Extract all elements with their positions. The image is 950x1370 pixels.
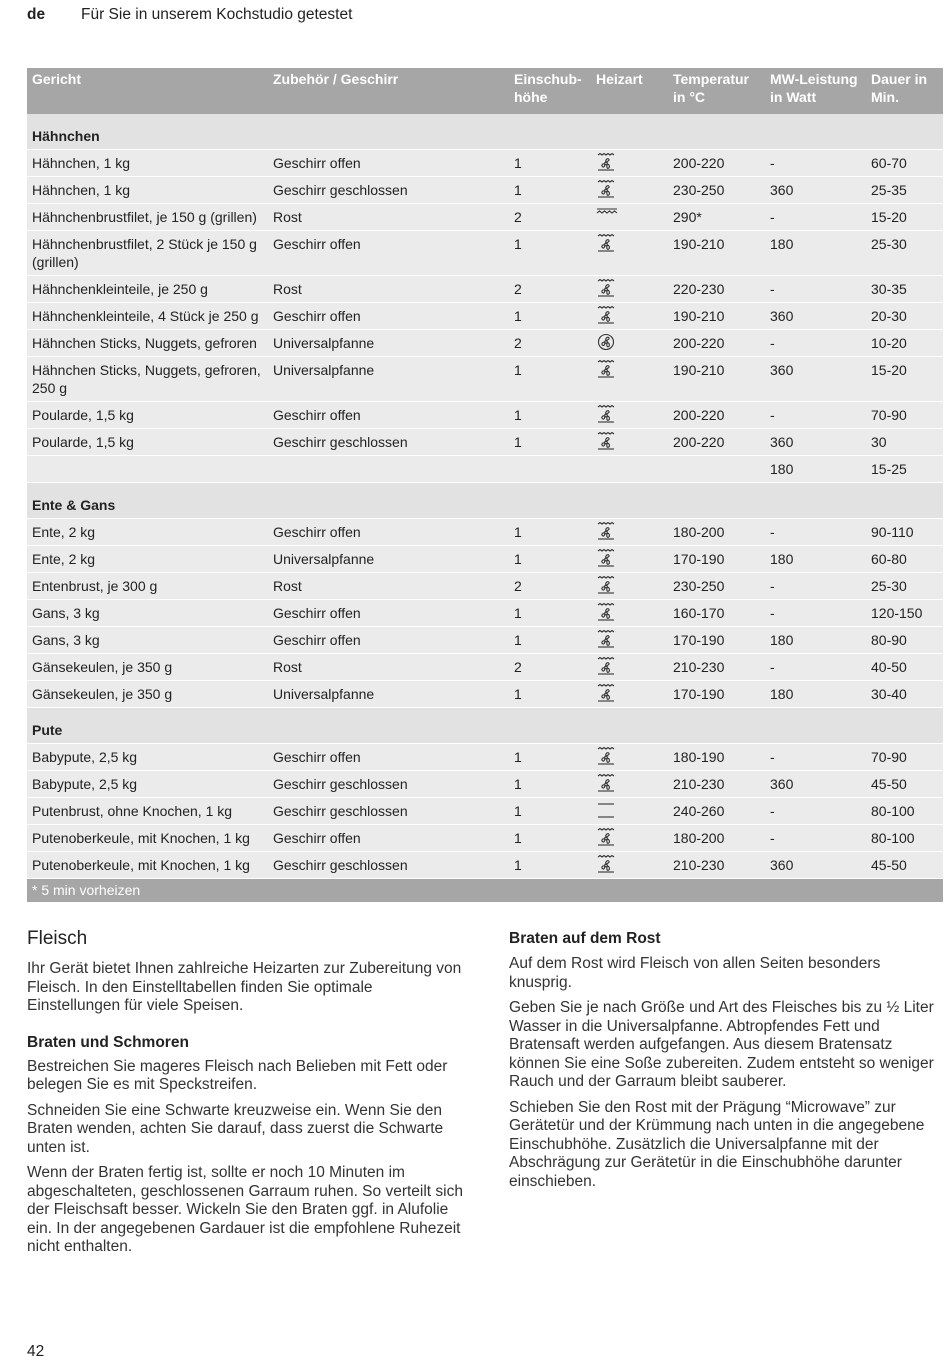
cell-dish: Poularde, 1,5 kg (27, 402, 268, 429)
cell-acc: Geschirr offen (268, 303, 509, 330)
cell-dur: 25-30 (866, 573, 943, 600)
cell-mw: - (765, 825, 866, 852)
cell-dish: Hähnchenbrustfilet, 2 Stück je 150 g (grillen) (27, 231, 268, 276)
cell-dish: Gänsekeulen, je 350 g (27, 681, 268, 708)
col-header-temp: Temperatur in °C (668, 68, 765, 114)
cell-dur: 70-90 (866, 744, 943, 771)
top-bottom-heat-icon (591, 798, 668, 825)
cell-mw: 360 (765, 177, 866, 204)
cell-level: 1 (509, 429, 591, 456)
table-row (27, 852, 943, 879)
cell-acc (268, 456, 509, 483)
table-row (27, 573, 943, 600)
cell-mw: 360 (765, 303, 866, 330)
table-row (27, 654, 943, 681)
cell-level: 1 (509, 600, 591, 627)
cell-dish: Hähnchen Sticks, Nuggets, gefroren (27, 330, 268, 357)
cell-dur: 30-40 (866, 681, 943, 708)
cell-mw: 360 (765, 357, 866, 402)
section-heading: Fleisch (27, 928, 88, 949)
cell-level (509, 456, 591, 483)
table-row (27, 771, 943, 798)
cell-acc: Universalpfanne (268, 546, 509, 573)
cell-temp: 240-260 (668, 798, 765, 825)
cell-dish: Gans, 3 kg (27, 600, 268, 627)
col-header-level: Einschub- höhe (509, 68, 591, 114)
cell-mw: 180 (765, 456, 866, 483)
cell-temp: 190-210 (668, 303, 765, 330)
fan-grill-icon (591, 825, 668, 852)
cell-acc: Geschirr offen (268, 825, 509, 852)
section-title: Für Sie in unserem Kochstudio getestet (81, 6, 353, 23)
table-row (27, 357, 943, 402)
cell-dish: Babypute, 2,5 kg (27, 744, 268, 771)
cell-mw: 360 (765, 852, 866, 879)
paragraph: Geben Sie je nach Größe und Art des Fleisches bis zu ½ Liter Wasser in die Universalpfanne. Abtropfendes Fett und Bratensaft werden aufgefangen. Aus diesem Bratensatz können Sie eine Soße zubereiten. Zudem entsteht so weniger Rauch und der Garraum bleibt sauberer. (509, 999, 934, 1090)
cell-temp: 200-220 (668, 150, 765, 177)
hot-air-icon (591, 330, 668, 357)
paragraph: Bestreichen Sie mageres Fleisch nach Belieben mit Fett oder belegen Sie es mit Speckstreifen. (27, 1057, 448, 1093)
table-row (27, 825, 943, 852)
cell-mw: - (765, 600, 866, 627)
cell-mw: - (765, 276, 866, 303)
cell-acc: Rost (268, 276, 509, 303)
cell-dish: Hähnchenkleinteile, 4 Stück je 250 g (27, 303, 268, 330)
cell-level: 1 (509, 402, 591, 429)
table-row (27, 546, 943, 573)
cell-temp: 160-170 (668, 600, 765, 627)
fan-grill-icon (591, 402, 668, 429)
left-column (27, 928, 467, 1264)
col-header-dish: Gericht (27, 68, 268, 114)
page-number: 42 (27, 1343, 45, 1360)
cell-level: 1 (509, 357, 591, 402)
cell-level: 2 (509, 276, 591, 303)
cell-temp: 230-250 (668, 177, 765, 204)
table-row (27, 798, 943, 825)
cell-dish: Gans, 3 kg (27, 627, 268, 654)
cell-temp: 210-230 (668, 852, 765, 879)
cell-dish: Putenoberkeule, mit Knochen, 1 kg (27, 825, 268, 852)
heat-mode-cell (591, 456, 668, 483)
subheading-braten-schmoren: Braten und Schmoren (27, 1033, 189, 1051)
cell-mw: 180 (765, 681, 866, 708)
cell-temp: 180-200 (668, 519, 765, 546)
cell-acc: Universalpfanne (268, 681, 509, 708)
group-title: Pute (27, 708, 943, 744)
cell-dish: Poularde, 1,5 kg (27, 429, 268, 456)
cell-dur: 45-50 (866, 771, 943, 798)
cell-mw: - (765, 402, 866, 429)
cell-dur: 25-30 (866, 231, 943, 276)
cell-mw: 360 (765, 429, 866, 456)
cell-temp: 180-190 (668, 744, 765, 771)
cell-temp: 170-190 (668, 681, 765, 708)
table-row (27, 600, 943, 627)
col-header-heat: Heizart (591, 68, 668, 114)
cell-level: 2 (509, 204, 591, 231)
cell-acc: Geschirr offen (268, 519, 509, 546)
fan-grill-icon (591, 573, 668, 600)
cell-mw: - (765, 798, 866, 825)
cell-acc: Geschirr geschlossen (268, 429, 509, 456)
cell-dish: Hähnchenkleinteile, je 250 g (27, 276, 268, 303)
table-row (27, 429, 943, 456)
fan-grill-icon (591, 627, 668, 654)
cell-level: 1 (509, 303, 591, 330)
table-row (27, 627, 943, 654)
cell-acc: Geschirr offen (268, 744, 509, 771)
cell-dur: 40-50 (866, 654, 943, 681)
paragraph: Wenn der Braten fertig ist, sollte er noch 10 Minuten im abgeschalteten, geschlossenen Garraum ruhen. So verteilt sich der Fleischsaft besser. Wickeln Sie den Braten ggf. in Alufolie ein. In der angegebenen Gardauer ist die empfohlene Ruhezeit nicht enthalten. (27, 1164, 463, 1255)
cell-dur: 60-80 (866, 546, 943, 573)
cell-level: 1 (509, 852, 591, 879)
cell-temp: 290* (668, 204, 765, 231)
cell-dur: 30-35 (866, 276, 943, 303)
group-header-row (27, 483, 943, 519)
cell-acc: Rost (268, 204, 509, 231)
fan-grill-icon (591, 546, 668, 573)
cell-level: 1 (509, 627, 591, 654)
cell-dur: 60-70 (866, 150, 943, 177)
fan-grill-icon (591, 654, 668, 681)
col-header-accessory: Zubehör / Geschirr (268, 68, 509, 114)
cell-dur: 25-35 (866, 177, 943, 204)
cell-temp (668, 456, 765, 483)
paragraph: Schieben Sie den Rost mit der Prägung “Microwave” zur Gerätetür und der Krümmung nach unten in die angegebene Einschubhöhe. Zusätzlich die Universalpfanne mit der Abschrägung zur Gerätetür in die Einschubhöhe darunter einschieben. (509, 1098, 925, 1190)
cell-mw: - (765, 519, 866, 546)
cell-temp: 210-230 (668, 771, 765, 798)
cell-acc: Geschirr geschlossen (268, 771, 509, 798)
paragraph: Auf dem Rost wird Fleisch von allen Seiten besonders knusprig. (509, 955, 881, 991)
group-header-row (27, 114, 943, 150)
cell-temp: 200-220 (668, 330, 765, 357)
cell-dur: 45-50 (866, 852, 943, 879)
cell-dur: 80-90 (866, 627, 943, 654)
subheading-braten-rost: Braten auf dem Rost (509, 930, 661, 947)
cell-acc: Rost (268, 654, 509, 681)
fan-grill-icon (591, 276, 668, 303)
fan-grill-icon (591, 600, 668, 627)
cell-acc: Universalpfanne (268, 357, 509, 402)
fan-grill-icon (591, 681, 668, 708)
cell-acc: Geschirr geschlossen (268, 798, 509, 825)
table-row (27, 402, 943, 429)
cell-dish: Entenbrust, je 300 g (27, 573, 268, 600)
cell-temp: 190-210 (668, 231, 765, 276)
cell-acc: Geschirr offen (268, 402, 509, 429)
cell-dur: 15-20 (866, 204, 943, 231)
cell-level: 1 (509, 825, 591, 852)
cell-mw: 360 (765, 771, 866, 798)
cell-dur: 15-20 (866, 357, 943, 402)
cell-acc: Universalpfanne (268, 330, 509, 357)
right-column (509, 928, 943, 1198)
settings-table (27, 68, 943, 902)
cell-dish: Babypute, 2,5 kg (27, 771, 268, 798)
table-row (27, 231, 943, 276)
cell-acc: Geschirr offen (268, 150, 509, 177)
cell-level: 1 (509, 771, 591, 798)
table-header-row (27, 68, 943, 114)
cell-level: 1 (509, 681, 591, 708)
cell-level: 2 (509, 330, 591, 357)
cell-acc: Geschirr geschlossen (268, 177, 509, 204)
cell-dish (27, 456, 268, 483)
paragraph: Schneiden Sie eine Schwarte kreuzweise ein. Wenn Sie den Braten wenden, achten Sie darauf, dass zuerst die Schwarte unten ist. (27, 1101, 444, 1156)
table-row (27, 204, 943, 231)
cell-level: 1 (509, 744, 591, 771)
table-row (27, 456, 943, 483)
table-row (27, 681, 943, 708)
cell-dish: Ente, 2 kg (27, 546, 268, 573)
cell-level: 1 (509, 231, 591, 276)
cell-dur: 120-150 (866, 600, 943, 627)
cell-mw: - (765, 150, 866, 177)
cell-dur: 80-100 (866, 825, 943, 852)
cell-dish: Putenbrust, ohne Knochen, 1 kg (27, 798, 268, 825)
fan-grill-icon (591, 177, 668, 204)
cell-dur: 80-100 (866, 798, 943, 825)
cell-acc: Geschirr geschlossen (268, 852, 509, 879)
cell-level: 2 (509, 573, 591, 600)
fan-grill-icon (591, 150, 668, 177)
fan-grill-icon (591, 231, 668, 276)
group-title: Hähnchen (27, 114, 943, 150)
cell-dish: Hähnchen Sticks, Nuggets, gefroren, 250 g (27, 357, 268, 402)
cell-mw: - (765, 744, 866, 771)
cell-acc: Rost (268, 573, 509, 600)
table-row (27, 330, 943, 357)
fan-grill-icon (591, 303, 668, 330)
fan-grill-icon (591, 852, 668, 879)
cell-mw: 180 (765, 231, 866, 276)
intro-paragraph: Ihr Gerät bietet Ihnen zahlreiche Heizarten zur Zubereitung von Fleisch. In den Einstelltabellen finden Sie optimale Einstellungen für viele Speisen. (27, 960, 462, 1014)
group-title: Ente & Gans (27, 483, 943, 519)
table-row (27, 519, 943, 546)
cell-dur: 20-30 (866, 303, 943, 330)
cell-temp: 230-250 (668, 573, 765, 600)
group-header-row (27, 708, 943, 744)
settings-table-wrapper (27, 68, 943, 902)
cell-dur: 10-20 (866, 330, 943, 357)
cell-temp: 190-210 (668, 357, 765, 402)
footnote-row (27, 879, 943, 903)
cell-temp: 220-230 (668, 276, 765, 303)
cell-acc: Geschirr offen (268, 600, 509, 627)
cell-dur: 30 (866, 429, 943, 456)
table-row (27, 744, 943, 771)
fan-grill-icon (591, 429, 668, 456)
cell-dish: Hähnchen, 1 kg (27, 150, 268, 177)
cell-mw: - (765, 330, 866, 357)
col-header-mw: MW-Leistung in Watt (765, 68, 866, 114)
grill-icon (591, 204, 668, 231)
cell-mw: 180 (765, 546, 866, 573)
cell-level: 1 (509, 546, 591, 573)
cell-mw: - (765, 204, 866, 231)
cell-temp: 170-190 (668, 627, 765, 654)
cell-temp: 200-220 (668, 402, 765, 429)
table-row (27, 150, 943, 177)
cell-dur: 70-90 (866, 402, 943, 429)
cell-dish: Putenoberkeule, mit Knochen, 1 kg (27, 852, 268, 879)
page-header (27, 6, 352, 24)
cell-dish: Hähnchen, 1 kg (27, 177, 268, 204)
cell-mw: - (765, 654, 866, 681)
table-body (27, 114, 943, 879)
table-row (27, 177, 943, 204)
col-header-duration: Dauer in Min. (866, 68, 943, 114)
cell-temp: 200-220 (668, 429, 765, 456)
cell-mw: 180 (765, 627, 866, 654)
fan-grill-icon (591, 357, 668, 402)
fan-grill-icon (591, 744, 668, 771)
cell-mw: - (765, 573, 866, 600)
table-row (27, 276, 943, 303)
language-code: de (27, 6, 46, 23)
cell-acc: Geschirr offen (268, 231, 509, 276)
cell-level: 1 (509, 519, 591, 546)
cell-dish: Gänsekeulen, je 350 g (27, 654, 268, 681)
cell-level: 1 (509, 798, 591, 825)
table-row (27, 303, 943, 330)
cell-dish: Ente, 2 kg (27, 519, 268, 546)
cell-temp: 170-190 (668, 546, 765, 573)
footnote: * 5 min vorheizen (27, 879, 943, 903)
cell-temp: 180-200 (668, 825, 765, 852)
cell-dur: 15-25 (866, 456, 943, 483)
fan-grill-icon (591, 519, 668, 546)
cell-dur: 90-110 (866, 519, 943, 546)
cell-level: 1 (509, 150, 591, 177)
cell-level: 1 (509, 177, 591, 204)
cell-dish: Hähnchenbrustfilet, je 150 g (grillen) (27, 204, 268, 231)
cell-level: 2 (509, 654, 591, 681)
fan-grill-icon (591, 771, 668, 798)
cell-temp: 210-230 (668, 654, 765, 681)
cell-acc: Geschirr offen (268, 627, 509, 654)
